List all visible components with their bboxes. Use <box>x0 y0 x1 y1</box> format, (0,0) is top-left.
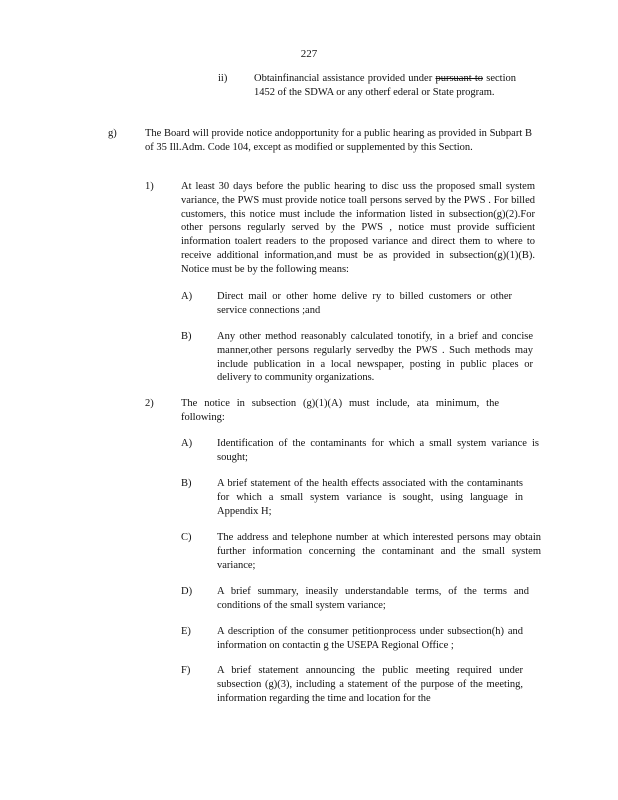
section-g-text: The Board will provide notice andopportunity for a public hearing as provided in Subpart B of 35 Ill.Adm. Code 104, except as modified or supplemented by this Section. <box>145 128 532 153</box>
item-2-text: The notice in subsection (g)(1)(A) must include, ata minimum, the following: <box>181 398 499 423</box>
item-ii-text <box>254 72 516 100</box>
item-2-sub-b-text: A brief statement of the health effects associated with the contaminants for which a small system variance is sought, using language in Appendix H; <box>217 478 523 517</box>
item-2-sub-d-label: D) <box>181 586 193 597</box>
item-2-sub-b-label: B) <box>181 478 192 489</box>
item-2-sub-a-text: Identification of the contaminants for which a small system variance is sought; <box>217 438 539 463</box>
item-1-label: 1) <box>145 181 154 192</box>
item-1-text: At least 30 days before the public hearing to disc uss the proposed small system variance, the PWS must provide notice toall persons served by the PWS . For billed customers, this notice must include the information listed in subsection(g)(2).For other persons regularly served by the PWS , notice must provide sufficient information toalert readers to the proposed variance and direct them to where to receive additional information,and must be as provided in subsection(g)(1)(B). Notice must be by the following means: <box>181 181 535 275</box>
item-ii-struck-text: pursuant to <box>435 73 484 84</box>
item-2-sub-f-label: F) <box>181 665 191 676</box>
item-ii-label: ii) <box>218 73 228 84</box>
item-2-sub-f-text: A brief statement announcing the public meeting required under subsection (g)(3), including a statement of the purpose of the meeting, information regarding the time and location for the <box>217 665 523 704</box>
item-2-label: 2) <box>145 398 154 409</box>
item-2-sub-d-text: A brief summary, ineasily understandable terms, of the terms and conditions of the small system variance; <box>217 586 529 611</box>
item-1-sub-b-text: Any other method reasonably calculated tonotify, in a brief and concise manner,other persons regularly servedby the PWS . Such methods may include publication in a local newspaper, posting in public places or delivery to community organizations. <box>217 331 533 384</box>
item-1-sub-a-label: A) <box>181 291 193 302</box>
item-2-sub-a-label: A) <box>181 438 193 449</box>
item-2-sub-c-label: C) <box>181 532 192 543</box>
section-g-label: g) <box>108 128 117 139</box>
item-ii-text-after: section 1452 of the SDWA or any otherf ederal or State program. <box>254 73 516 98</box>
item-1-sub-a-text: Direct mail or other home delive ry to billed customers or other service connections ;and <box>217 291 512 316</box>
page-number: 227 <box>300 48 318 60</box>
item-2-sub-e-label: E) <box>181 626 191 637</box>
item-2-sub-c-text: The address and telephone number at which interested persons may obtain further information concerning the contaminant and the small system variance; <box>217 532 541 571</box>
item-1-sub-b-label: B) <box>181 331 192 342</box>
item-ii-text-before: Obtainfinancial assistance provided under <box>254 73 436 84</box>
item-2-sub-e-text: A description of the consumer petitionprocess under subsection(h) and information on contactin g the USEPA Regional Office ; <box>217 626 523 651</box>
